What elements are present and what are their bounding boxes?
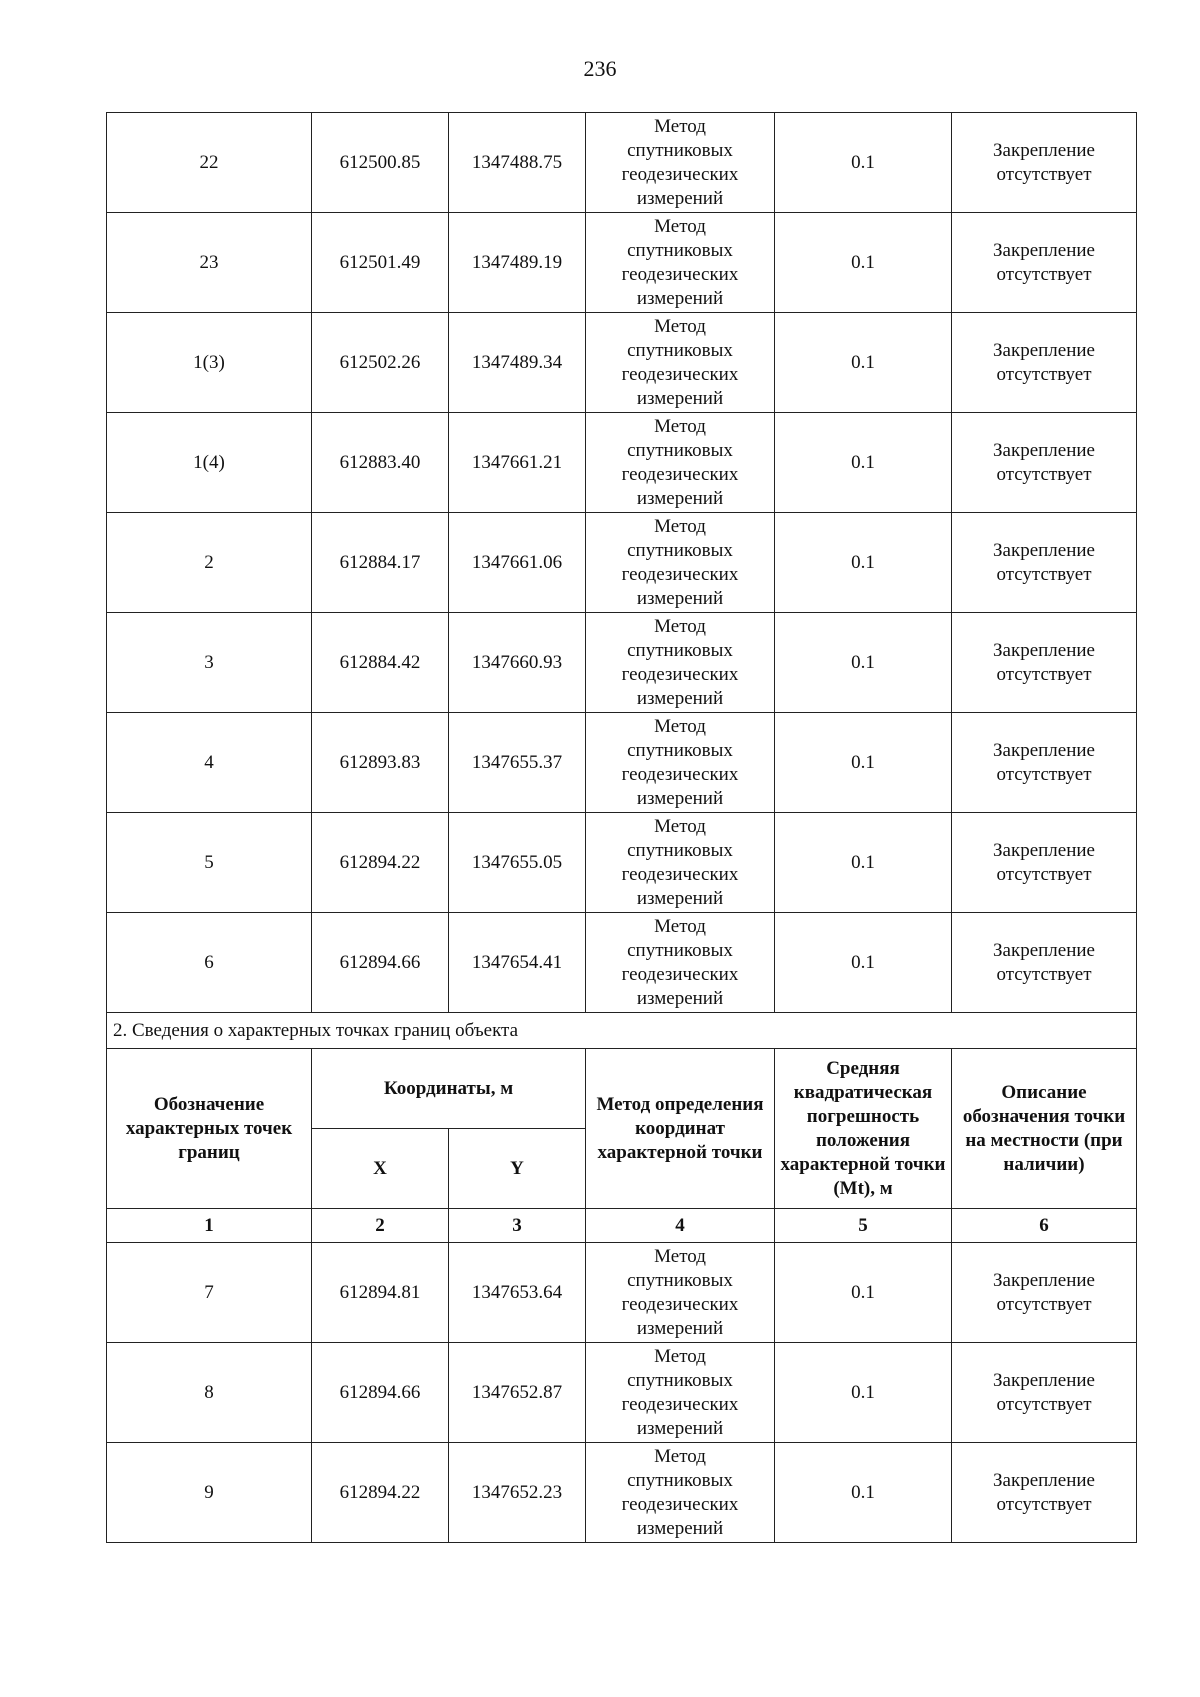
mt-value: 0.1 bbox=[775, 813, 952, 913]
method-cell-line: Метод bbox=[654, 1245, 706, 1267]
fixation-cell bbox=[952, 313, 1137, 413]
table-row bbox=[107, 413, 1137, 513]
point-id: 1(4) bbox=[107, 413, 312, 513]
fixation-cell bbox=[952, 1243, 1137, 1343]
fixation-cell-line: отсутствует bbox=[996, 1293, 1092, 1315]
fixation-cell-line: отсутствует bbox=[996, 463, 1092, 485]
coord-y: 1347489.34 bbox=[449, 313, 586, 413]
fixation-cell-line: Закрепление bbox=[993, 839, 1095, 861]
method-cell-line: измерений bbox=[636, 687, 724, 709]
coord-y: 1347652.23 bbox=[449, 1443, 586, 1543]
method-cell-line: геодезических bbox=[621, 963, 739, 985]
method-cell-line: Метод bbox=[654, 215, 706, 237]
method-cell-line: измерений bbox=[636, 1317, 724, 1339]
fixation-cell-line: Закрепление bbox=[993, 1269, 1095, 1291]
coord-x: 612884.17 bbox=[312, 513, 449, 613]
fixation-cell-line: отсутствует bbox=[996, 963, 1092, 985]
method-cell-line: спутниковых bbox=[627, 1369, 733, 1391]
header-description: Описание обозначения точки на местности (при наличии) bbox=[952, 1049, 1137, 1209]
fixation-cell bbox=[952, 513, 1137, 613]
mt-value: 0.1 bbox=[775, 613, 952, 713]
fixation-cell bbox=[952, 213, 1137, 313]
header-method: Метод определения координат характерной точки bbox=[586, 1049, 775, 1209]
fixation-cell-line: Закрепление bbox=[993, 939, 1095, 961]
point-id: 9 bbox=[107, 1443, 312, 1543]
fixation-cell bbox=[952, 813, 1137, 913]
point-id: 22 bbox=[107, 113, 312, 213]
method-cell-line: измерений bbox=[636, 1517, 724, 1539]
point-id: 8 bbox=[107, 1343, 312, 1443]
table-row bbox=[107, 513, 1137, 613]
header-designation: Обозначение характерных точек границ bbox=[107, 1049, 312, 1209]
column-number: 5 bbox=[775, 1209, 952, 1243]
table-row bbox=[107, 813, 1137, 913]
fixation-cell bbox=[952, 113, 1137, 213]
method-cell bbox=[586, 413, 775, 513]
point-id: 2 bbox=[107, 513, 312, 613]
table-body-before bbox=[107, 113, 1137, 1013]
method-cell bbox=[586, 113, 775, 213]
point-id: 23 bbox=[107, 213, 312, 313]
coord-y: 1347655.05 bbox=[449, 813, 586, 913]
coord-x: 612893.83 bbox=[312, 713, 449, 813]
method-cell-line: Метод bbox=[654, 315, 706, 337]
method-cell bbox=[586, 313, 775, 413]
method-cell-line: геодезических bbox=[621, 1493, 739, 1515]
method-cell bbox=[586, 813, 775, 913]
method-cell-line: спутниковых bbox=[627, 139, 733, 161]
method-cell bbox=[586, 213, 775, 313]
header-y: Y bbox=[449, 1129, 586, 1209]
method-cell-line: геодезических bbox=[621, 363, 739, 385]
coord-x: 612894.81 bbox=[312, 1243, 449, 1343]
method-cell-line: измерений bbox=[636, 487, 724, 509]
mt-value: 0.1 bbox=[775, 413, 952, 513]
column-number: 2 bbox=[312, 1209, 449, 1243]
method-cell-line: Метод bbox=[654, 1345, 706, 1367]
fixation-cell-line: отсутствует bbox=[996, 1393, 1092, 1415]
fixation-cell-line: отсутствует bbox=[996, 263, 1092, 285]
method-cell-line: геодезических bbox=[621, 763, 739, 785]
method-cell-line: геодезических bbox=[621, 1393, 739, 1415]
method-cell-line: Метод bbox=[654, 115, 706, 137]
method-cell-line: спутниковых bbox=[627, 739, 733, 761]
coord-x: 612894.22 bbox=[312, 813, 449, 913]
method-cell-line: измерений bbox=[636, 287, 724, 309]
method-cell-line: Метод bbox=[654, 1445, 706, 1467]
coord-x: 612883.40 bbox=[312, 413, 449, 513]
coord-y: 1347655.37 bbox=[449, 713, 586, 813]
column-number: 3 bbox=[449, 1209, 586, 1243]
method-cell-line: геодезических bbox=[621, 863, 739, 885]
fixation-cell-line: Закрепление bbox=[993, 439, 1095, 461]
point-id: 6 bbox=[107, 913, 312, 1013]
fixation-cell-line: отсутствует bbox=[996, 763, 1092, 785]
fixation-cell-line: отсутствует bbox=[996, 1493, 1092, 1515]
method-cell-line: спутниковых bbox=[627, 639, 733, 661]
fixation-cell bbox=[952, 613, 1137, 713]
mt-value: 0.1 bbox=[775, 1443, 952, 1543]
method-cell bbox=[586, 713, 775, 813]
fixation-cell-line: Закрепление bbox=[993, 1469, 1095, 1491]
method-cell-line: Метод bbox=[654, 415, 706, 437]
method-cell bbox=[586, 513, 775, 613]
method-cell-line: измерений bbox=[636, 387, 724, 409]
method-cell-line: измерений bbox=[636, 587, 724, 609]
method-cell bbox=[586, 613, 775, 713]
coord-y: 1347654.41 bbox=[449, 913, 586, 1013]
table-body-after bbox=[107, 1243, 1137, 1543]
fixation-cell-line: Закрепление bbox=[993, 639, 1095, 661]
mt-value: 0.1 bbox=[775, 513, 952, 613]
mt-value: 0.1 bbox=[775, 313, 952, 413]
fixation-cell-line: Закрепление bbox=[993, 239, 1095, 261]
method-cell-line: геодезических bbox=[621, 263, 739, 285]
fixation-cell-line: Закрепление bbox=[993, 539, 1095, 561]
coord-x: 612501.49 bbox=[312, 213, 449, 313]
point-id: 3 bbox=[107, 613, 312, 713]
coord-x: 612500.85 bbox=[312, 113, 449, 213]
table-row bbox=[107, 213, 1137, 313]
mt-value: 0.1 bbox=[775, 713, 952, 813]
fixation-cell bbox=[952, 913, 1137, 1013]
table-row bbox=[107, 913, 1137, 1013]
method-cell-line: геодезических bbox=[621, 663, 739, 685]
point-id: 4 bbox=[107, 713, 312, 813]
coord-x: 612894.66 bbox=[312, 913, 449, 1013]
section-title: 2. Сведения о характерных точках границ объекта bbox=[107, 1013, 1137, 1049]
mt-value: 0.1 bbox=[775, 1343, 952, 1443]
method-cell-line: Метод bbox=[654, 915, 706, 937]
column-number: 6 bbox=[952, 1209, 1137, 1243]
method-cell-line: геодезических bbox=[621, 163, 739, 185]
method-cell-line: измерений bbox=[636, 987, 724, 1009]
method-cell-line: спутниковых bbox=[627, 539, 733, 561]
method-cell-line: спутниковых bbox=[627, 839, 733, 861]
coord-y: 1347660.93 bbox=[449, 613, 586, 713]
method-cell-line: спутниковых bbox=[627, 1269, 733, 1291]
fixation-cell bbox=[952, 713, 1137, 813]
method-cell-line: геодезических bbox=[621, 463, 739, 485]
mt-value: 0.1 bbox=[775, 113, 952, 213]
method-cell-line: измерений bbox=[636, 887, 724, 909]
fixation-cell-line: Закрепление bbox=[993, 1369, 1095, 1391]
table-row bbox=[107, 713, 1137, 813]
header-error: Средняя квадратическая погрешность положения характерной точки (Mt), м bbox=[775, 1049, 952, 1209]
mt-value: 0.1 bbox=[775, 913, 952, 1013]
header-row bbox=[107, 1049, 1137, 1129]
method-cell-line: измерений bbox=[636, 1417, 724, 1439]
point-id: 1(3) bbox=[107, 313, 312, 413]
section-block bbox=[107, 1013, 1137, 1243]
fixation-cell-line: отсутствует bbox=[996, 863, 1092, 885]
fixation-cell bbox=[952, 413, 1137, 513]
coord-x: 612884.42 bbox=[312, 613, 449, 713]
coord-x: 612502.26 bbox=[312, 313, 449, 413]
coord-y: 1347652.87 bbox=[449, 1343, 586, 1443]
fixation-cell-line: отсутствует bbox=[996, 363, 1092, 385]
section-title-row bbox=[107, 1013, 1137, 1049]
method-cell bbox=[586, 1343, 775, 1443]
column-number: 1 bbox=[107, 1209, 312, 1243]
method-cell-line: спутниковых bbox=[627, 339, 733, 361]
table-row bbox=[107, 1443, 1137, 1543]
coord-x: 612894.66 bbox=[312, 1343, 449, 1443]
table-row bbox=[107, 313, 1137, 413]
point-id: 7 bbox=[107, 1243, 312, 1343]
method-cell-line: геодезических bbox=[621, 1293, 739, 1315]
header-x: X bbox=[312, 1129, 449, 1209]
coord-y: 1347661.06 bbox=[449, 513, 586, 613]
column-number-row bbox=[107, 1209, 1137, 1243]
method-cell-line: спутниковых bbox=[627, 439, 733, 461]
method-cell-line: Метод bbox=[654, 815, 706, 837]
table-row bbox=[107, 1243, 1137, 1343]
coord-y: 1347661.21 bbox=[449, 413, 586, 513]
method-cell-line: Метод bbox=[654, 515, 706, 537]
header-coordinates: Координаты, м bbox=[312, 1049, 586, 1129]
method-cell-line: измерений bbox=[636, 187, 724, 209]
method-cell-line: спутниковых bbox=[627, 1469, 733, 1491]
boundary-points-table bbox=[106, 112, 1137, 1543]
fixation-cell-line: Закрепление bbox=[993, 739, 1095, 761]
method-cell-line: Метод bbox=[654, 615, 706, 637]
page-number: 236 bbox=[583, 56, 617, 81]
method-cell-line: геодезических bbox=[621, 563, 739, 585]
method-cell bbox=[586, 1243, 775, 1343]
coord-y: 1347653.64 bbox=[449, 1243, 586, 1343]
mt-value: 0.1 bbox=[775, 213, 952, 313]
method-cell bbox=[586, 913, 775, 1013]
fixation-cell-line: отсутствует bbox=[996, 563, 1092, 585]
fixation-cell-line: отсутствует bbox=[996, 163, 1092, 185]
method-cell-line: Метод bbox=[654, 715, 706, 737]
table-row bbox=[107, 613, 1137, 713]
method-cell-line: измерений bbox=[636, 787, 724, 809]
fixation-cell bbox=[952, 1443, 1137, 1543]
mt-value: 0.1 bbox=[775, 1243, 952, 1343]
coord-y: 1347488.75 bbox=[449, 113, 586, 213]
method-cell-line: спутниковых bbox=[627, 239, 733, 261]
method-cell bbox=[586, 1443, 775, 1543]
coord-x: 612894.22 bbox=[312, 1443, 449, 1543]
fixation-cell-line: Закрепление bbox=[993, 339, 1095, 361]
table-row bbox=[107, 1343, 1137, 1443]
fixation-cell bbox=[952, 1343, 1137, 1443]
column-number: 4 bbox=[586, 1209, 775, 1243]
fixation-cell-line: Закрепление bbox=[993, 139, 1095, 161]
point-id: 5 bbox=[107, 813, 312, 913]
fixation-cell-line: отсутствует bbox=[996, 663, 1092, 685]
coord-y: 1347489.19 bbox=[449, 213, 586, 313]
table-row bbox=[107, 113, 1137, 213]
method-cell-line: спутниковых bbox=[627, 939, 733, 961]
